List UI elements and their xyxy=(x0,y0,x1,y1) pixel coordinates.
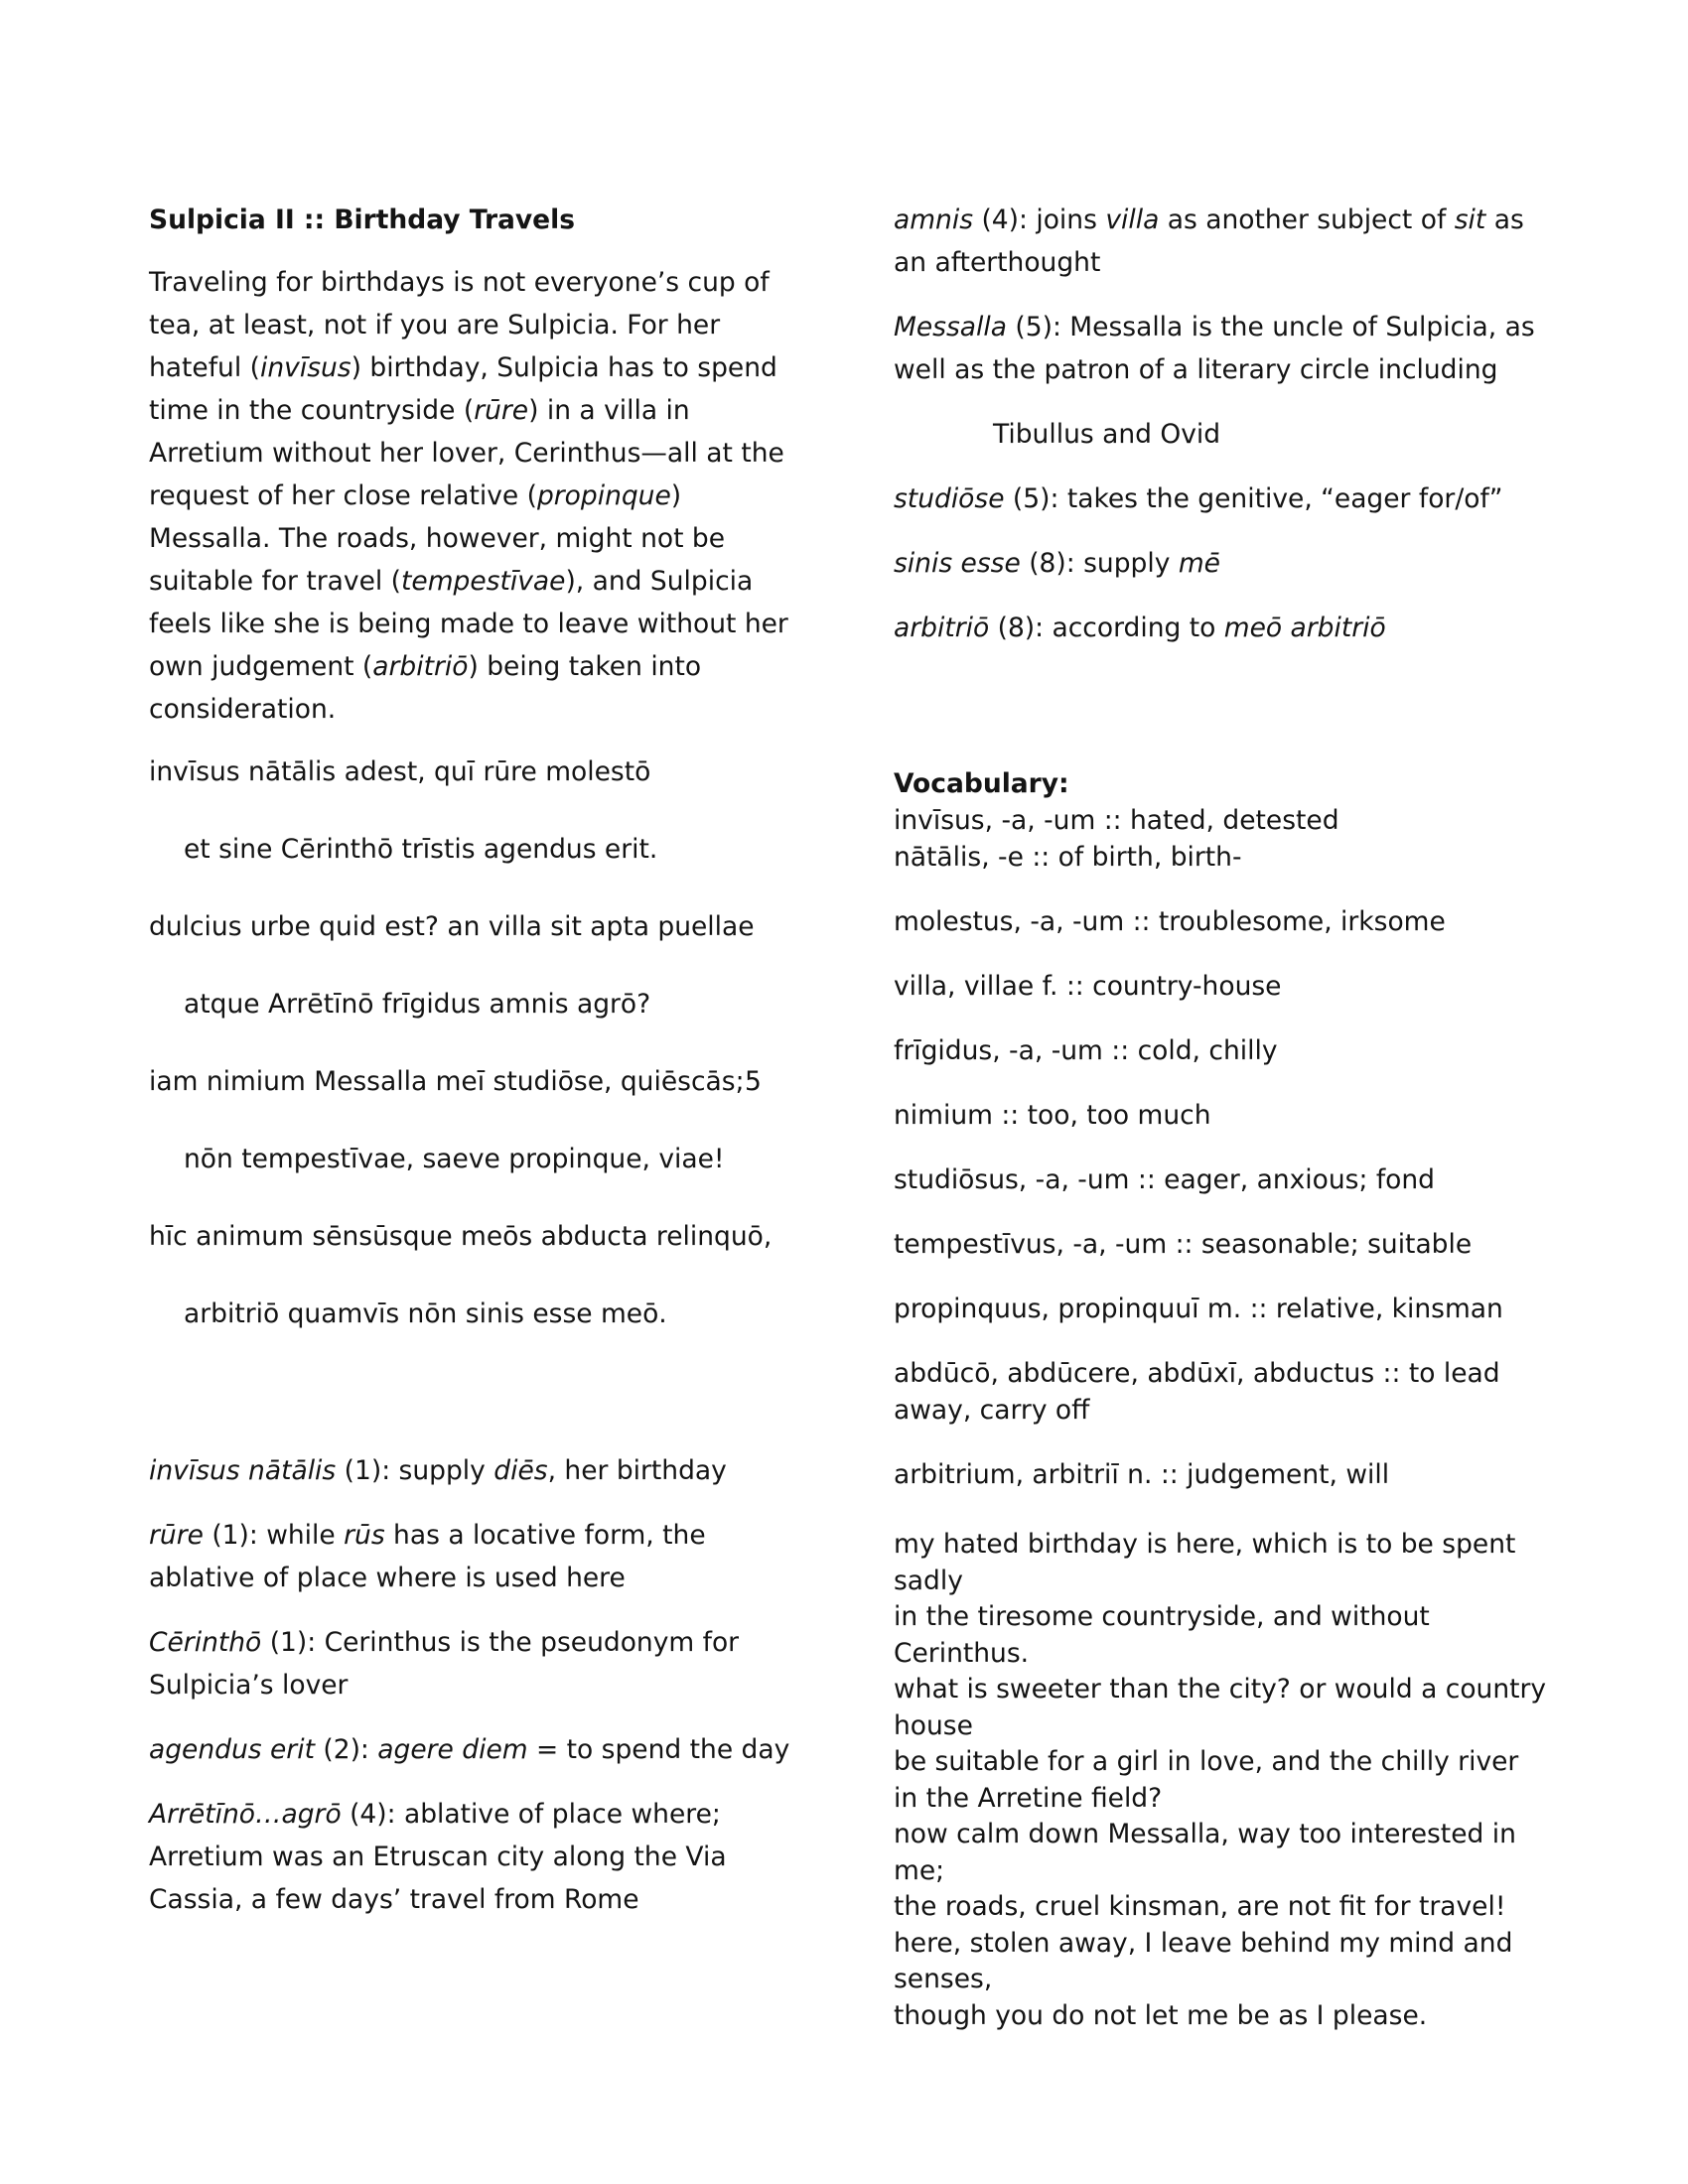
note xyxy=(149,1793,804,1921)
vocab-entry: abdūcō, abdūcere, abdūxī, abductus :: to lead away, carry off xyxy=(894,1358,1500,1426)
text-run: , her birthday xyxy=(547,1455,727,1486)
italic-term: meō arbitriō xyxy=(1223,613,1386,643)
text-run: Tibullus and Ovid xyxy=(993,419,1221,450)
vocab-entry: frīgidus, -a, -um :: cold, chilly xyxy=(894,1035,1278,1066)
intro-paragraph xyxy=(149,261,804,731)
verse-line xyxy=(149,751,804,793)
italic-term: agere diem xyxy=(377,1734,528,1765)
text-run: ) birthday, Sulpicia has to spend time in the countryside ( xyxy=(149,352,777,426)
vocab-entry: villa, villae f. :: country-house xyxy=(894,971,1282,1002)
text-run: (2): xyxy=(314,1734,378,1765)
note xyxy=(894,306,1549,391)
vocabulary-heading: Vocabulary: xyxy=(894,768,1069,799)
verse-text: invīsus nātālis adest, quī rūre molestō xyxy=(149,756,651,787)
page-title: Sulpicia II :: Birthday Travels xyxy=(149,205,575,235)
note xyxy=(149,1449,804,1492)
text-run: Traveling for birthdays is not everyone’s cup of tea, at least, not if you are Sulpicia. For her hateful ( xyxy=(149,267,770,383)
verse-text: nōn tempestīvae, saeve propinque, viae! xyxy=(184,1144,725,1174)
translation-line: the roads, cruel kinsman, are not fit for travel! xyxy=(894,1891,1506,1922)
italic-term: rūre xyxy=(149,1520,204,1551)
line-number: 5 xyxy=(745,1066,762,1097)
vocab-entry: propinquus, propinquuī m. :: relative, kinsman xyxy=(894,1294,1503,1324)
italic-term: arbitriō xyxy=(372,651,469,682)
italic-term: studiōse xyxy=(894,483,1005,514)
italic-term: propinque xyxy=(536,480,671,511)
verse-line xyxy=(149,1215,804,1258)
italic-term: arbitriō xyxy=(894,613,990,643)
verse-text: atque Arrētīnō frīgidus amnis agrō? xyxy=(184,989,651,1020)
translation-line: be suitable for a girl in love, and the chilly river in the Arretine field? xyxy=(894,1746,1519,1814)
note xyxy=(894,607,1549,649)
text-run: (8): supply xyxy=(1020,548,1179,579)
text-run: (8): according to xyxy=(989,613,1224,643)
vocabulary-first-entries xyxy=(894,802,1549,876)
text-run: ) Messalla. The roads, however, might not be suitable for travel ( xyxy=(149,480,726,597)
translation-line: in the tiresome countryside, and without Cerinthus. xyxy=(894,1601,1430,1669)
verse-line xyxy=(149,1293,804,1335)
italic-term: diēs xyxy=(493,1455,548,1486)
note xyxy=(894,478,1549,520)
italic-term: sinis esse xyxy=(894,548,1021,579)
italic-term: mē xyxy=(1178,548,1220,579)
italic-term: villa xyxy=(1105,205,1160,235)
verse-text: hīc animum sēnsūsque meōs abducta relinquō, xyxy=(149,1221,773,1252)
note xyxy=(149,1514,804,1599)
text-run: ) in a villa in Arretium without her lover, Cerinthus—all at the request of her close relative ( xyxy=(149,395,784,511)
vocab-entry: nātālis, -e :: of birth, birth- xyxy=(894,842,1242,873)
note xyxy=(149,1621,804,1706)
italic-term: Messalla xyxy=(894,312,1007,342)
translation-line: here, stolen away, I leave behind my mind and senses, xyxy=(894,1927,1513,1994)
italic-term: rūre xyxy=(474,395,529,426)
vocabulary-section xyxy=(894,765,1549,1493)
italic-term: Cērinthō xyxy=(149,1627,262,1658)
text-run: has a locative form, the ablative of place where is used here xyxy=(149,1520,706,1593)
right-column xyxy=(894,199,1549,2034)
left-column xyxy=(149,199,804,1943)
notes-right xyxy=(894,199,1549,649)
italic-term: rūs xyxy=(344,1520,385,1551)
text-run: (5): takes the genitive, “eager for/of” xyxy=(1004,483,1503,514)
verse-text: arbitriō quamvīs nōn sinis esse meō. xyxy=(184,1298,667,1329)
verse-text: et sine Cērinthō trīstis agendus erit. xyxy=(184,834,658,865)
vocab-entry: tempestīvus, -a, -um :: seasonable; suitable xyxy=(894,1229,1473,1260)
note xyxy=(894,199,1549,284)
translation-line: my hated birthday is here, which is to be spent sadly xyxy=(894,1529,1516,1596)
notes-left xyxy=(149,1449,804,1921)
vocab-entry: arbitrium, arbitriī n. :: judgement, will xyxy=(894,1459,1390,1490)
verse-line xyxy=(149,1060,804,1103)
text-run: ), and Sulpicia feels like she is being made to leave without her own judgement ( xyxy=(149,566,788,682)
italic-term: tempestīvae xyxy=(401,566,566,597)
verse-text: iam nimium Messalla meī studiōse, quiēscās; xyxy=(149,1066,745,1097)
vocab-entry: studiōsus, -a, -um :: eager, anxious; fond xyxy=(894,1164,1435,1195)
italic-term: sit xyxy=(1454,205,1486,235)
text-run: as another subject of xyxy=(1159,205,1455,235)
text-run: (4): ablative of place where; Arretium was an Etruscan city along the Via Cassia, a few days’ travel from Rome xyxy=(149,1799,727,1915)
verse-text: dulcius urbe quid est? an villa sit apta puellae xyxy=(149,911,755,942)
note xyxy=(149,1728,804,1771)
text-run: (1): Cerinthus is the pseudonym for Sulpicia’s lover xyxy=(149,1627,740,1701)
text-run: (5): Messalla is the uncle of Sulpicia, as well as the patron of a literary circle including xyxy=(894,312,1535,385)
translation-line: what is sweeter than the city? or would a country house xyxy=(894,1674,1547,1741)
verse-line xyxy=(149,1138,804,1180)
text-run: ) being taken into consideration. xyxy=(149,651,702,725)
verse-line xyxy=(149,905,804,948)
text-run: (1): while xyxy=(203,1520,345,1551)
verse-line xyxy=(149,983,804,1025)
italic-term: Arrētīnō…agrō xyxy=(149,1799,342,1830)
vocab-entry: molestus, -a, -um :: troublesome, irksome xyxy=(894,906,1446,937)
italic-term: amnis xyxy=(894,205,974,235)
italic-term: invīsus nātālis xyxy=(149,1455,337,1486)
vocab-entry: invīsus, -a, -um :: hated, detested xyxy=(894,805,1339,836)
italic-term: invīsus xyxy=(259,352,352,383)
translation-line: though you do not let me be as I please. xyxy=(894,1999,1428,2031)
translation xyxy=(894,1527,1549,2034)
text-run: (1): supply xyxy=(336,1455,494,1486)
vocabulary-list xyxy=(894,903,1549,1493)
text-run: as an afterthought xyxy=(894,205,1524,278)
text-run: (4): joins xyxy=(973,205,1106,235)
latin-poem xyxy=(149,751,804,1335)
note xyxy=(894,413,1549,456)
vocab-entry: nimium :: too, too much xyxy=(894,1100,1211,1131)
verse-line xyxy=(149,828,804,871)
translation-line: now calm down Messalla, way too interested in me; xyxy=(894,1819,1516,1886)
text-run: = to spend the day xyxy=(527,1734,790,1765)
note xyxy=(894,542,1549,585)
italic-term: agendus erit xyxy=(149,1734,315,1765)
